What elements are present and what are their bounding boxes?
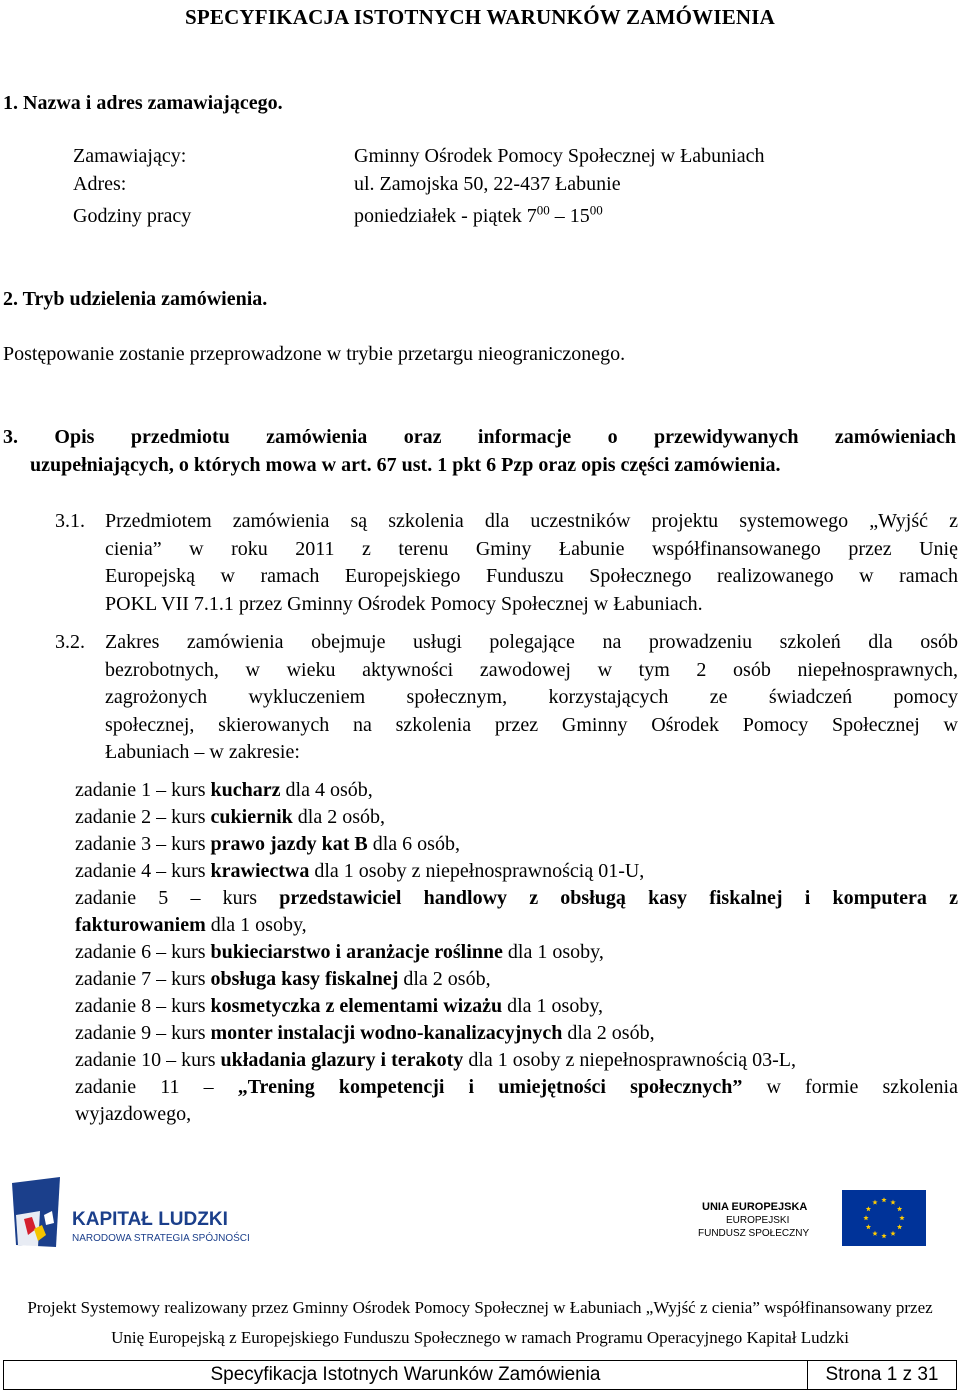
task-item: zadanie 1 – kurs kucharz dla 4 osób, [75,779,373,801]
task-item: zadanie 11 – „Trening kompetencji i umiejętności społecznych” w formie szkolenia [75,1076,958,1098]
task-item: zadanie 9 – kurs monter instalacji wodno-kanalizacyjnych dla 2 osób, [75,1022,655,1044]
footer-document-title: Specyfikacja Istotnych Warunków Zamówienia [4,1361,808,1389]
p31-line: cienia” w roku 2011 z terenu Gminy Łabunie współfinansowanego przez Unię [105,537,958,560]
address-value: ul. Zamojska 50, 22-437 Łabunie [354,173,621,195]
section3-heading-line2: uzupełniających, o których mowa w art. 67 ust. 1 pkt 6 Pzp oraz opis części zamówienia. [30,454,781,476]
p31-line: Przedmiotem zamówienia są szkolenia dla uczestników projektu systemowego „Wyjść z [105,510,958,532]
eu-efs-logo [674,1180,940,1252]
page-number: Strona 1 z 31 [825,1364,939,1385]
task-item: wyjazdowego, [75,1103,192,1125]
section2-text: Postępowanie zostanie przeprowadzone w trybie przetargu nieograniczonego. [3,343,626,365]
document-title: SPECYFIKACJA ISTOTNYCH WARUNKÓW ZAMÓWIENIA [184,5,776,29]
kapital-ludzki-text: KAPITAŁ LUDZKI [72,1209,228,1230]
task-item: zadanie 7 – kurs obsługa kasy fiskalnej dla 2 osób, [75,968,491,990]
eu-flag-icon [674,1180,940,1252]
task-item: zadanie 4 – kurs krawiectwa dla 1 osoby z niepełnosprawnością 01-U, [75,860,645,882]
p31-line: Europejską w ramach Europejskiego Funduszu Społecznego realizowanego w ramach [105,565,958,587]
task-list [75,777,958,1128]
hours-label: Godziny pracy [73,205,192,227]
p31-paragraph [105,508,958,618]
hours-value: poniedziałek - piątek $7^{00} - 15^{00}$ [354,202,603,227]
p32-line: Zakres zamówienia obejmuje usługi polegające na prowadzeniu szkoleń dla osób [105,631,958,653]
ordering-party-label: Zamawiający: [73,145,187,167]
section3-heading-line1: 3. Opis przedmiotu zamówienia oraz informacje o przewidywanych zamówieniach [3,426,956,448]
task-item: zadanie 8 – kurs kosmetyczka z elementami wizażu dla 1 osoby, [75,995,604,1017]
footer-funding-line: Unię Europejską z Europejskiego Funduszu Społecznego w ramach Programu Operacyjnego Kapitał Ludzki [111,1328,849,1347]
eu-text: UNIA EUROPEJSKA [702,1201,808,1213]
section1-heading: 1. Nazwa i adres zamawiającego. [3,92,283,114]
task-item: zadanie 6 – kurs bukieciarstwo i aranżacje roślinne dla 1 osoby, [75,941,604,963]
kapital-ludzki-logo [10,1175,260,1267]
section2-heading: 2. Tryb udzielenia zamówienia. [3,288,268,310]
task-item: zadanie 3 – kurs prawo jazdy kat B dla 6 osób, [75,833,460,855]
strategy-text: NARODOWA STRATEGIA SPÓJNOŚCI [72,1233,250,1244]
p32-line: Łabuniach – w zakresie: [105,741,300,763]
p32-paragraph [105,629,958,767]
footer-project-line: Projekt Systemowy realizowany przez Gminny Ośrodek Pomocy Społecznej w Łabuniach „Wyjść z cienia” współfinansowany przez [27,1298,933,1317]
p32-line: zagrożonych wykluczeniem społecznym, korzystających ze świadczeń pomocy [105,686,958,708]
efs-text-2: FUNDUSZ SPOŁECZNY [698,1228,810,1239]
efs-text-1: EUROPEJSKI [726,1215,790,1226]
p32-line: bezrobotnych, w wieku aktywności zawodowej w tym 2 osób niepełnosprawnych, [105,658,958,681]
task-item: zadanie 2 – kurs cukiernik dla 2 osób, [75,806,385,828]
p32-number: 3.2. [55,631,85,653]
page-footer-box [3,1360,957,1390]
ordering-party-value: Gminny Ośrodek Pomocy Społecznej w Łabuniach [354,145,765,167]
task-item: zadanie 10 – kurs układania glazury i terakoty dla 1 osoby z niepełnosprawnością 03-L, [75,1049,797,1071]
kapital-ludzki-emblem-icon [10,1175,260,1267]
p31-line: POKL VII 7.1.1 przez Gminny Ośrodek Pomocy Społecznej w Łabuniach. [105,592,703,615]
task-item: fakturowaniem dla 1 osoby, [75,914,307,936]
address-label: Adres: [73,173,127,195]
p31-number: 3.1. [55,510,85,532]
p32-line: społecznej, skierowanych na szkolenia przez Gminny Ośrodek Pomocy Społecznej w [105,713,958,736]
task-item: zadanie 5 – kurs przedstawiciel handlowy z obsługą kasy fiskalnej i komputera z [75,887,958,909]
